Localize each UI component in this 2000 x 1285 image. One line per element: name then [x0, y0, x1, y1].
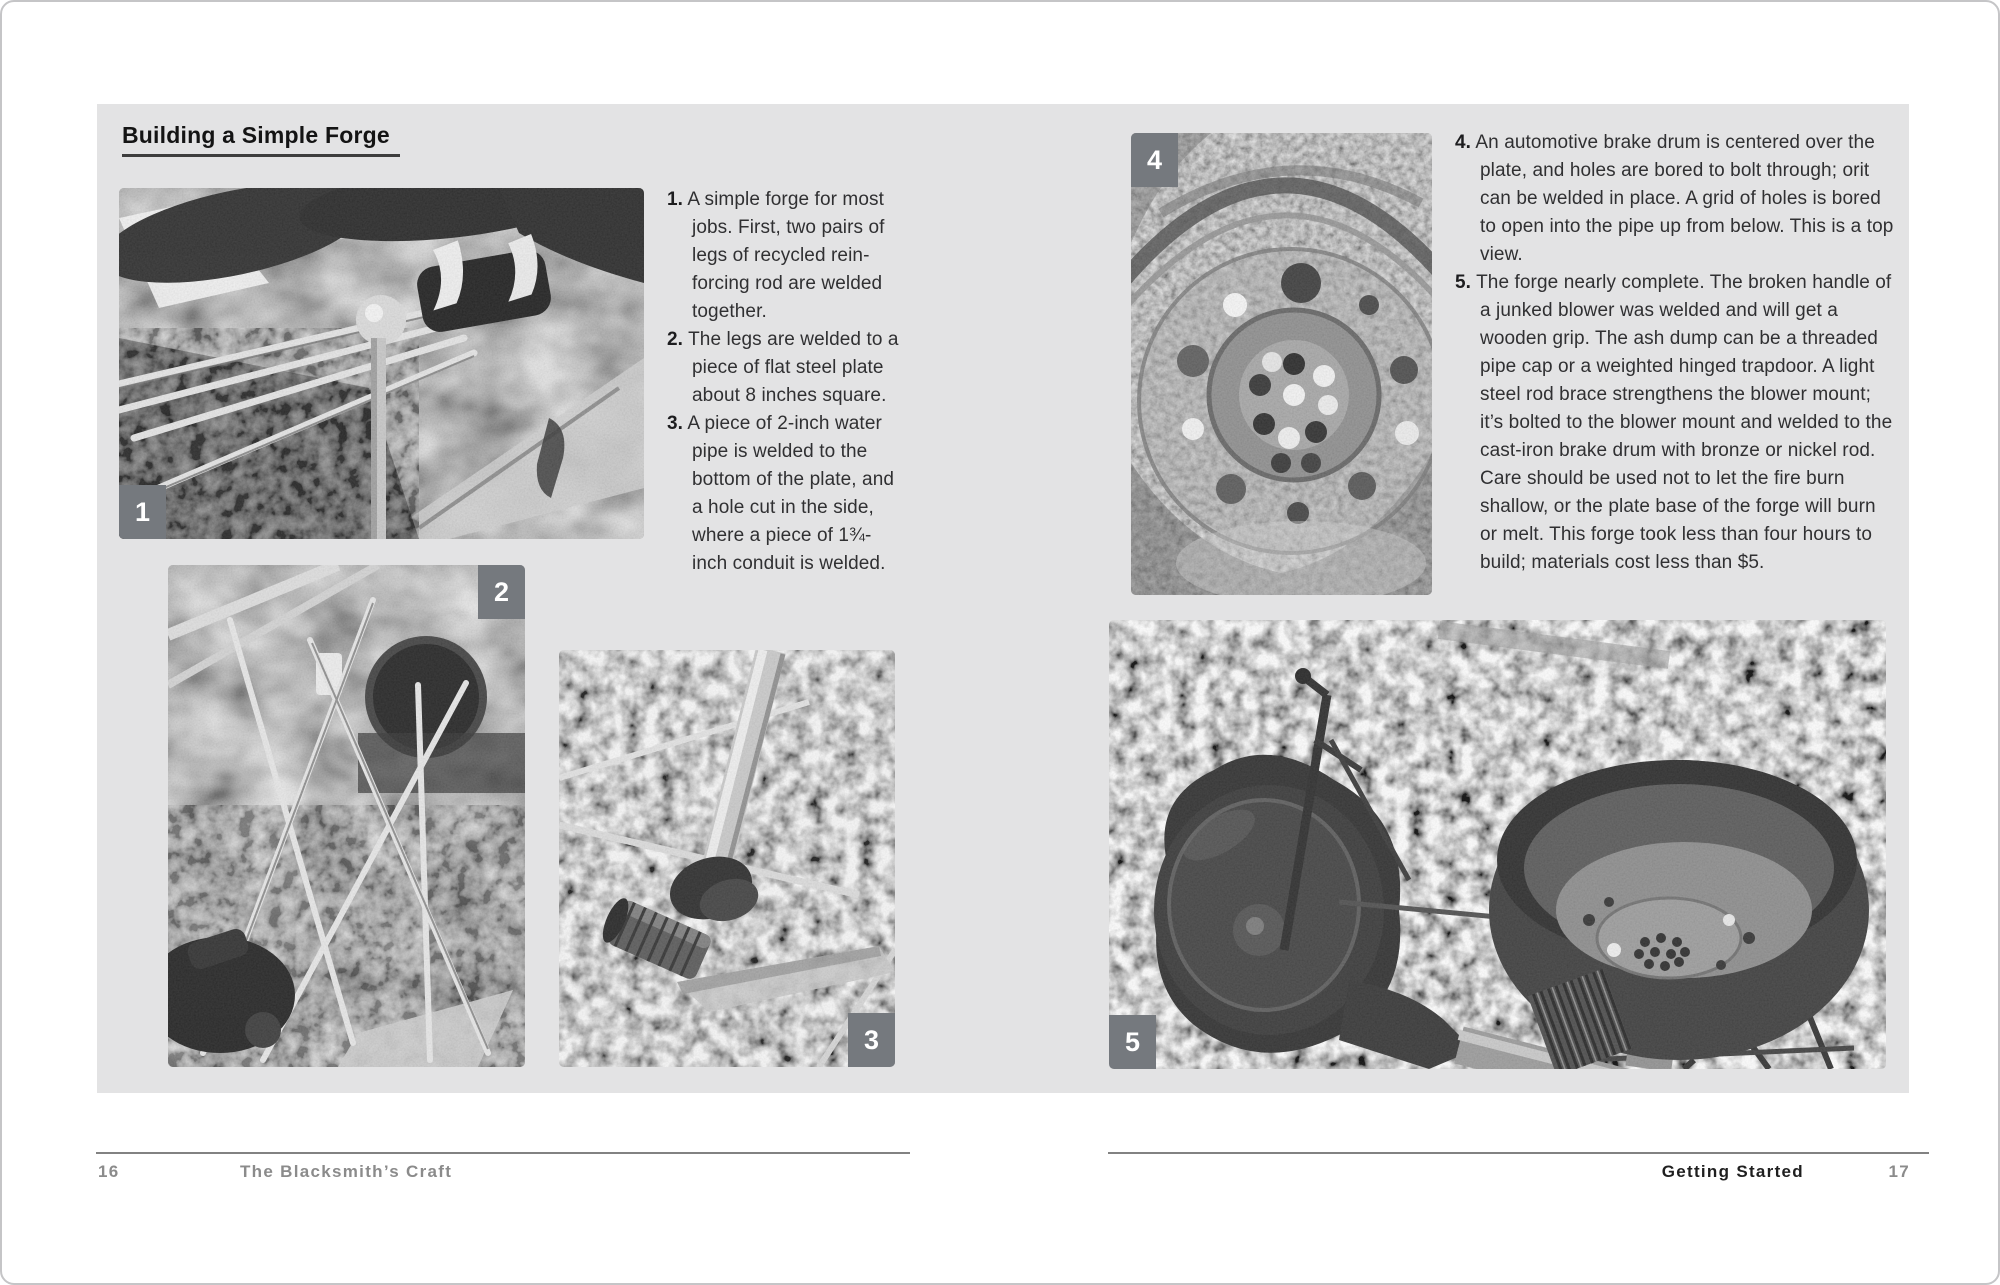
caption-step-3 — [667, 410, 899, 578]
caption-column-right — [1455, 129, 1897, 577]
photo-4-illustration — [1131, 133, 1432, 595]
section-title: Building a Simple Forge — [122, 122, 400, 157]
figure-1-photo-vise-rebar-legs — [119, 188, 644, 539]
figure-2-photo-standing-legs — [168, 565, 525, 1067]
caption-step-5 — [1455, 269, 1897, 577]
step-3-number: 3. — [667, 413, 684, 434]
figure-3-photo-welded-pipe — [559, 650, 895, 1067]
caption-column-left — [667, 186, 899, 578]
content-panel — [97, 104, 1909, 1093]
step-2-text: The legs are welded to a piece of flat steel plate about 8 inches square. — [688, 329, 899, 406]
figure-4-photo-brake-drum — [1131, 133, 1432, 595]
step-3-text: A piece of 2-inch water pipe is welded to the bottom of the plate, and a hole cut in the side, where a piece of 1¾-inch conduit is welded. — [687, 413, 895, 574]
photo-1-illustration — [119, 188, 644, 539]
step-2-number: 2. — [667, 329, 684, 350]
photo-2-illustration — [168, 565, 525, 1067]
step-5-text: The forge nearly complete. The broken handle of a junked blower was welded and will get a wooden grip. The ash dump can be a threaded pipe cap or a weighted hinged trapdoor. A light steel rod brace strengthens the blower mount; it’s bolted to the blower mount and welded to the cast-iron brake drum with bronze or nickel rod. Care should be used not to let the fire burn shallow, or the plate base of the forge will burn or melt. This forge took less than four hours to build; materials cost less than $5. — [1476, 272, 1893, 573]
page-number-right: 17 — [1888, 1162, 1910, 1181]
footer-rule-right — [1108, 1152, 1929, 1154]
caption-step-1 — [667, 186, 899, 326]
step-4-text: An automotive brake drum is centered over the plate, and holes are bored to bolt through; orit can be welded in place. A grid of holes is bored to open into the pipe up from below. This is a top view. — [1475, 132, 1894, 265]
step-1-text: A simple forge for most jobs. First, two pairs of legs of recycled reinforcing rod are welded together. — [687, 189, 885, 322]
photo-3-illustration — [559, 650, 895, 1067]
book-title: The Blacksmith’s Craft — [240, 1162, 453, 1181]
chapter-title: Getting Started — [1661, 1162, 1804, 1181]
figure-2-number-badge: 2 — [478, 565, 525, 619]
figure-4-number-badge: 4 — [1131, 133, 1178, 187]
step-1-number: 1. — [667, 189, 684, 210]
figure-5-number-badge: 5 — [1109, 1015, 1156, 1069]
figure-1-number-badge: 1 — [119, 485, 166, 539]
caption-step-4 — [1455, 129, 1897, 269]
figure-5-photo-complete-forge — [1109, 620, 1886, 1069]
step-5-number: 5. — [1455, 272, 1472, 293]
caption-step-2 — [667, 326, 899, 410]
page-number-left: 16 — [98, 1162, 120, 1181]
step-4-number: 4. — [1455, 132, 1472, 153]
figure-3-number-badge: 3 — [848, 1013, 895, 1067]
footer-rule-left — [96, 1152, 910, 1154]
photo-5-illustration — [1109, 620, 1886, 1069]
